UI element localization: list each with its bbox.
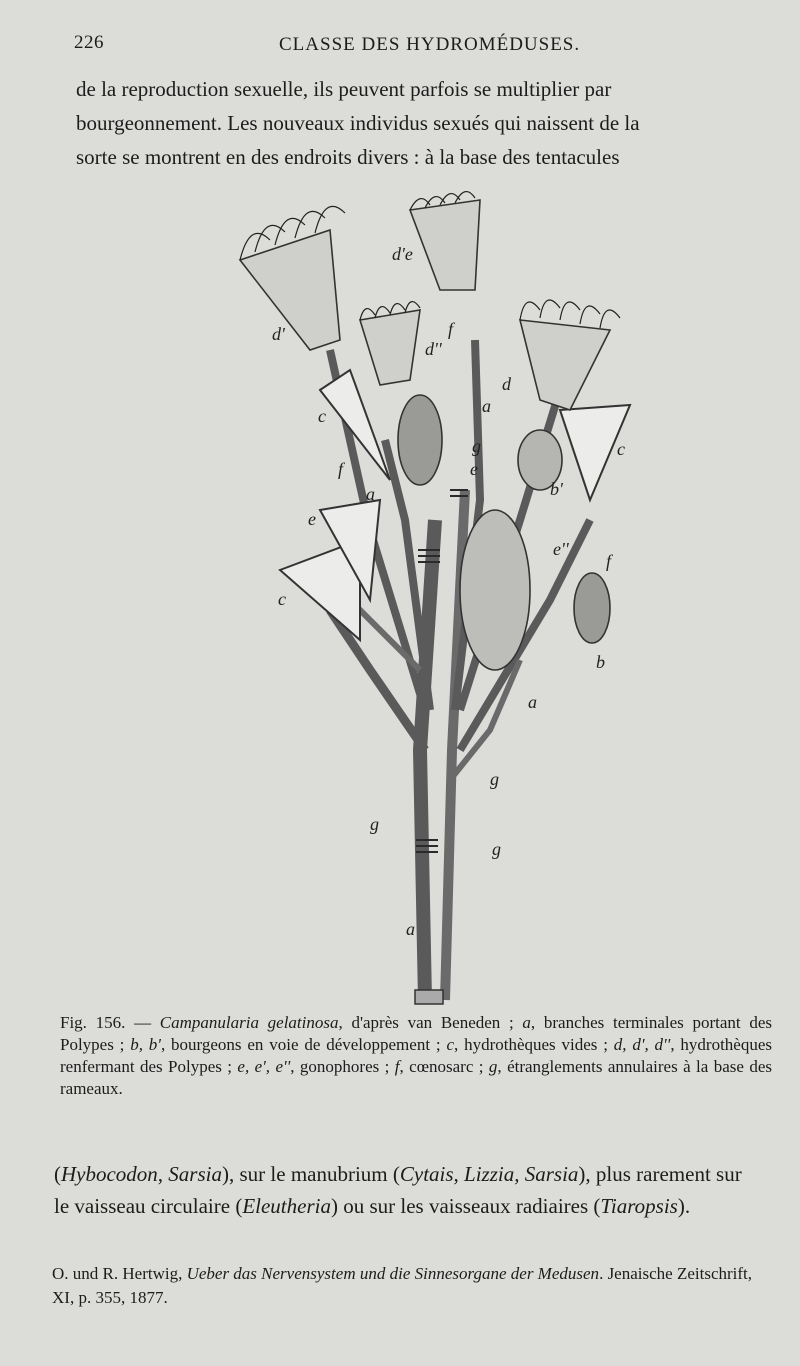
caption-text-fragment: , étranglements annulaires à la base des rameaux. (60, 1057, 772, 1098)
page-number: 226 (74, 32, 104, 53)
figure-label: d (502, 374, 511, 394)
figure-label: a (528, 692, 537, 712)
figure-label: f (448, 319, 454, 339)
caption-letter: d, d', d'' (613, 1035, 671, 1054)
figure-label: g (370, 814, 379, 834)
figure-label: a (482, 396, 491, 416)
figure-label: c (278, 589, 286, 609)
figure-label: g (490, 769, 499, 789)
caption-letter: g (488, 1057, 498, 1076)
figure-label: c (617, 439, 625, 459)
figure-label: f (338, 459, 344, 479)
caption-letter: f (394, 1057, 400, 1076)
figure-label: e'' (553, 539, 569, 559)
genus-name: Eleutheria (242, 1194, 331, 1218)
caption-text-fragment: , hydrothèques vides ; (453, 1035, 614, 1054)
genus-name: Tiaropsis (600, 1194, 678, 1218)
figure-caption (60, 1012, 772, 1100)
caption-letter: e, e', e'' (237, 1057, 291, 1076)
caption-text-fragment: , branches terminales portant des Polypes ; (60, 1013, 772, 1054)
caption-letter: a (522, 1013, 531, 1032)
reference-text (52, 1262, 772, 1310)
text-fragment: ), plus rarement sur le vaisseau circulaire ( (54, 1162, 742, 1218)
caption-letter: c (446, 1035, 454, 1054)
genus-name: Hybocodon, Sarsia (61, 1162, 222, 1186)
intro-paragraph (76, 72, 766, 174)
figure-label: e (308, 509, 316, 529)
caption-text-fragment: , cœnosarc ; (399, 1057, 489, 1076)
caption-species: Campanularia gelatinosa (159, 1013, 339, 1032)
figure-label: a (366, 484, 375, 504)
reference-journal: . Jenaische Zeitschrift, XI, p. 355, 1877. (52, 1264, 753, 1307)
intro-line: de la reproduction sexuelle, ils peuvent parfois se multiplier par (76, 77, 612, 101)
figure-label: b' (550, 479, 563, 499)
running-title: CLASSE DES HYDROMÉDUSES. (279, 34, 581, 55)
figure-label: g (472, 436, 481, 456)
text-fragment: ). (677, 1194, 691, 1218)
figure-label: b (596, 652, 605, 672)
bibliographic-reference (52, 1262, 772, 1310)
text-fragment: ( (54, 1162, 61, 1186)
figure-label: a (406, 919, 415, 939)
caption-text-fragment: , hydrothèques renfermant des Polypes ; (60, 1035, 772, 1076)
figure-label: e (470, 459, 478, 479)
caption-text-fragment: , gonophores ; (290, 1057, 395, 1076)
reference-authors: O. und R. Hertwig, (52, 1264, 187, 1283)
paragraph-text (54, 1158, 760, 1222)
caption-letter: b, b' (130, 1035, 161, 1054)
text-fragment: ), sur le manubrium ( (222, 1162, 400, 1186)
caption-text (60, 1012, 772, 1100)
intro-line: sorte se montrent en des endroits divers : à la base des tentacules (76, 145, 620, 169)
intro-line: bourgeonnement. Les nouveaux individus sexués qui naissent de la (76, 111, 640, 135)
caption-fig-label: Fig. 156. — (60, 1013, 152, 1032)
figure-label: d'' (425, 339, 442, 359)
figure-label: c (318, 406, 326, 426)
caption-text-fragment: , d'après van Beneden ; (338, 1013, 523, 1032)
figure-label: f (606, 551, 612, 571)
figure-label: g (492, 839, 501, 859)
genus-name: Cytais, Lizzia, Sarsia (399, 1162, 579, 1186)
caption-text-fragment: , bourgeons en voie de développement ; (160, 1035, 447, 1054)
reference-title: Ueber das Nervensystem und die Sinnesorgane der Medusen (186, 1264, 600, 1283)
figure-label: d' (272, 324, 285, 344)
text-fragment: ) ou sur les vaisseaux radiaires ( (330, 1194, 601, 1218)
continuation-paragraph (54, 1158, 760, 1222)
figure-label: d'e (392, 244, 413, 264)
campanularia-illustration (220, 190, 640, 1020)
